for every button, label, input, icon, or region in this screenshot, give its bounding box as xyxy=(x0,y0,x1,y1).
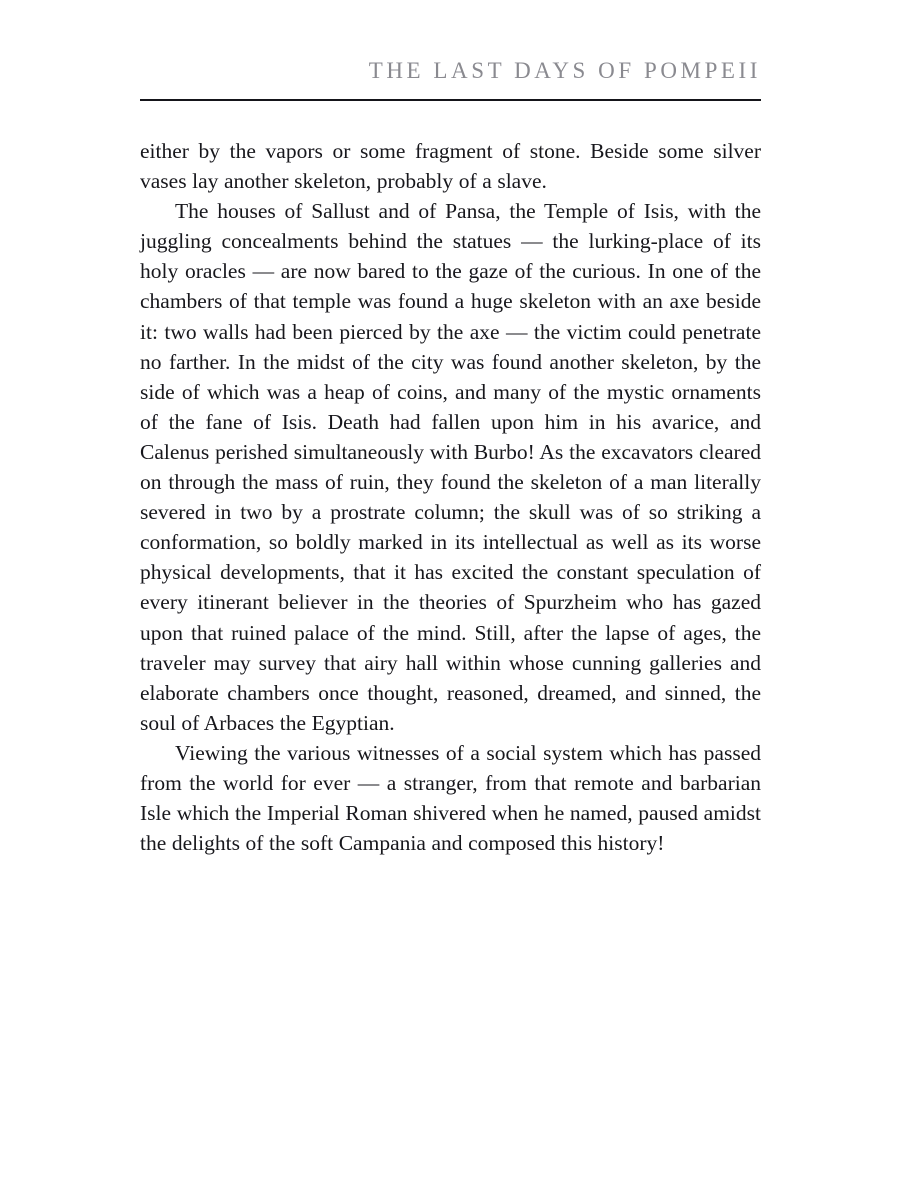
paragraph: The houses of Sallust and of Pansa, the Temple of Isis, with the juggling concealments behind the statues — the lurking-place of its holy oracles — are now bared to the gaze of the curious. In one of the chambers of that temple was found a huge skeleton with an axe beside it: two walls had been pierced by the axe — the victim could penetrate no farther. In the midst of the city was found another skeleton, by the side of which was a heap of coins, and many of the mystic ornaments of the fane of Isis. Death had fallen upon him in his avarice, and Calenus perished simultaneously with Burbo! As the excavators cleared on through the mass of ruin, they found the skeleton of a man literally severed in two by a prostrate column; the skull was of so striking a conformation, so boldly marked in its intellectual as well as its worse physical developments, that it has excited the constant speculation of every itinerant believer in the theories of Spurzheim who has gazed upon that ruined palace of the mind. Still, after the lapse of ages, the traveler may survey that airy hall within whose cunning galleries and elaborate chambers once thought, reasoned, dreamed, and sinned, the soul of Arbaces the Egyptian. xyxy=(140,199,761,735)
body-text-column xyxy=(140,136,761,858)
paragraph: Viewing the various witnesses of a social system which has passed from the world for ever — a stranger, from that remote and barbarian Isle which the Imperial Roman shivered when he named, paused amidst the delights of the soft Campania and composed this history! xyxy=(140,740,761,856)
paragraph: either by the vapors or some fragment of stone. Beside some silver vases lay another skeleton, probably of a slave. xyxy=(140,139,761,194)
running-head-block xyxy=(140,58,761,83)
header-divider-rule xyxy=(140,99,761,101)
running-head-title: THE LAST DAYS OF POMPEII xyxy=(368,58,761,83)
